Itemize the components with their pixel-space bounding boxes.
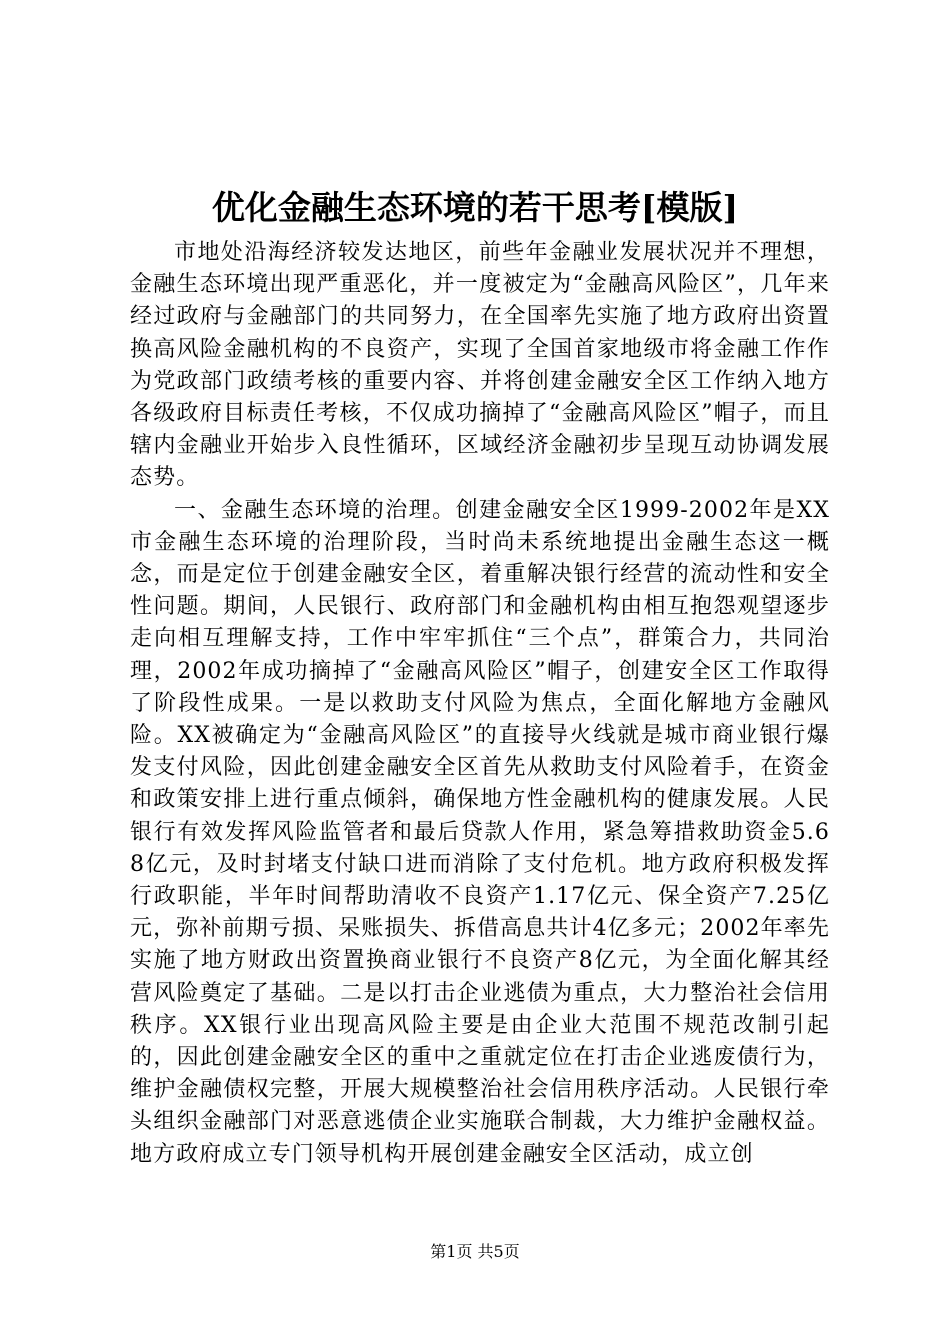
document-body	[130, 237, 830, 1171]
page-title: 优化金融生态环境的若干思考[模版]	[211, 188, 739, 227]
page-indicator: 第1页 共5页	[430, 1242, 520, 1261]
paragraph: 一、金融生态环境的治理。创建金融安全区1999-2002年是XX市金融生态环境的治理阶段，当时尚未系统地提出金融生态这一概念，而是定位于创建金融安全区，着重解决银行经营的流动性和安全性问题。期间，人民银行、政府部门和金融机构由相互抱怨观望逐步走向相互理解支持，工作中牢牢抓住“三个点”，群策合力，共同治理，2002年成功摘掉了“金融高风险区”帽子，创建安全区工作取得了阶段性成果。一是以救助支付风险为焦点，全面化解地方金融风险。XX被确定为“金融高风险区”的直接导火线就是城市商业银行爆发支付风险，因此创建金融安全区首先从救助支付风险着手，在资金和政策安排上进行重点倾斜，确保地方性金融机构的健康发展。人民银行有效发挥风险监管者和最后贷款人作用，紧急筹措救助资金5.68亿元，及时封堵支付缺口进而消除了支付危机。地方政府积极发挥行政职能，半年时间帮助清收不良资产1.17亿元、保全资产7.25亿元，弥补前期亏损、呆账损失、拆借高息共计4亿多元；2002年率先实施了地方财政出资置换商业银行不良资产8亿元，为全面化解其经营风险奠定了基础。二是以打击企业逃债为重点，大力整治社会信用秩序。XX银行业出现高风险主要是由企业大范围不规范改制引起的，因此创建金融安全区的重中之重就定位在打击企业逃废债行为，维护金融债权完整，开展大规模整治社会信用秩序活动。人民银行牵头组织金融部门对恶意逃债企业实施联合制裁，大力维护金融权益。地方政府成立专门领导机构开展创建金融安全区活动，成立创	[130, 497, 830, 1167]
paragraph: 市地处沿海经济较发达地区，前些年金融业发展状况并不理想，金融生态环境出现严重恶化，并一度被定为“金融高风险区”，几年来经过政府与金融部门的共同努力，在全国率先实施了地方政府出资置换高风险金融机构的不良资产，实现了全国首家地级市将金融工作作为党政部门政绩考核的重要内容、并将创建金融安全区工作纳入地方各级政府目标责任考核，不仅成功摘掉了“金融高风险区”帽子，而且辖内金融业开始步入良性循环，区域经济金融初步呈现互动协调发展态势。	[130, 240, 830, 491]
